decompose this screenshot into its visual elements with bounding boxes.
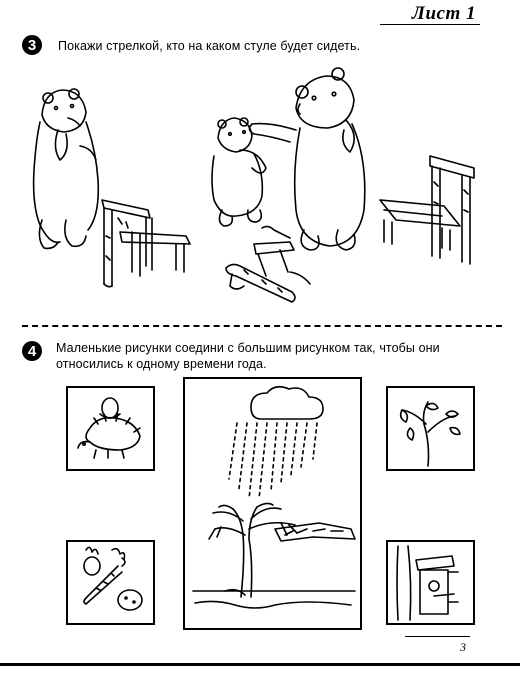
sheet-title-underline <box>380 24 480 25</box>
birdhouse-drawing <box>388 542 472 622</box>
section-divider <box>22 325 502 327</box>
small-chair-drawing <box>226 226 310 302</box>
sheet-title: Лист 1 <box>411 3 476 24</box>
medium-chair-drawing <box>102 200 190 287</box>
page-number-rule <box>405 636 470 637</box>
hedgehog-picture <box>66 386 155 471</box>
rain-and-tree-drawing <box>185 379 359 627</box>
task-3-number: 3 <box>22 35 42 55</box>
page-number: 3 <box>460 640 466 654</box>
task-4-instruction-line-2: относились к одному времени года. <box>56 357 267 371</box>
branch-drawing <box>388 388 472 468</box>
rainy-season-picture <box>183 377 362 630</box>
task-4-number: 4 <box>22 341 42 361</box>
vegetables-picture <box>66 540 155 625</box>
medium-bear-drawing <box>34 89 99 248</box>
task-4-instruction-line-1: Маленькие рисунки соедини с большим рисунком так, чтобы они <box>56 341 440 355</box>
page-bottom-border <box>0 663 520 666</box>
birdhouse-picture <box>386 540 475 625</box>
task-3-instruction: Покажи стрелкой, кто на каком стуле будет сидеть. <box>58 39 361 53</box>
hedgehog-drawing <box>68 388 152 468</box>
bears-and-chairs-illustration <box>0 60 520 310</box>
leafy-branch-picture <box>386 386 475 471</box>
big-bear-drawing <box>249 68 364 250</box>
big-chair-drawing <box>380 156 474 264</box>
vegetables-drawing <box>68 542 152 622</box>
